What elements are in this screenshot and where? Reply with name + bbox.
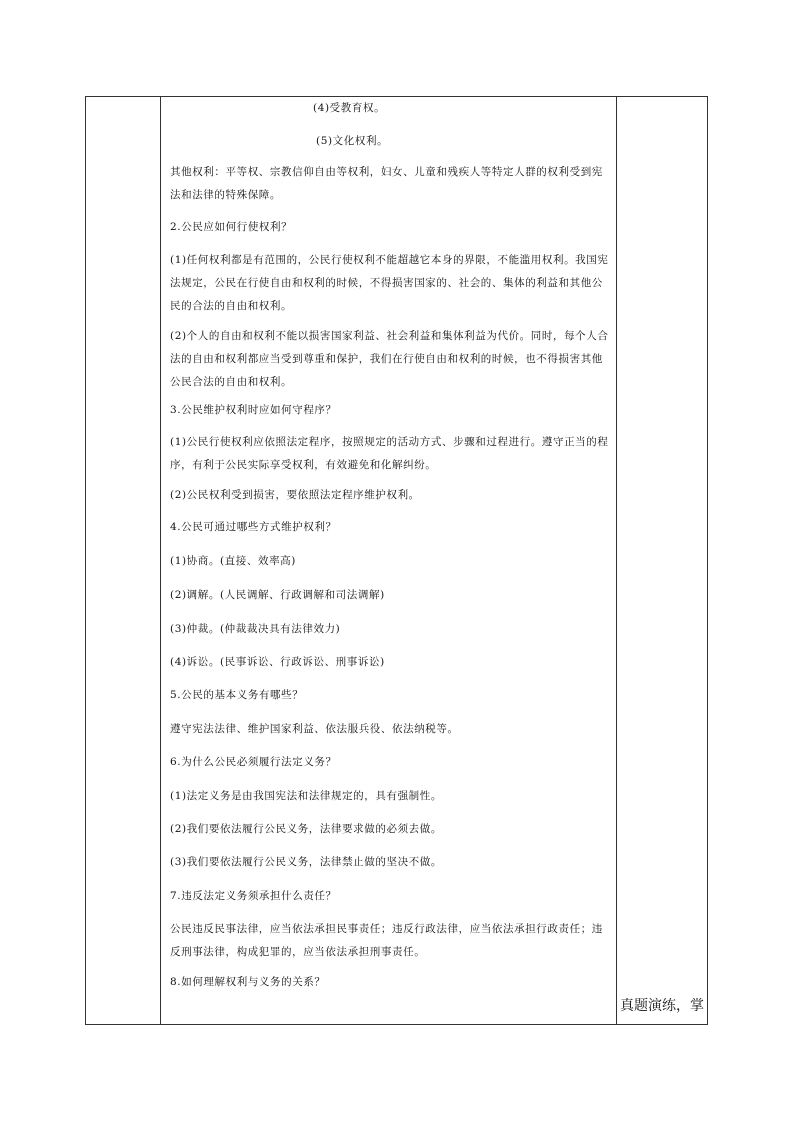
question-heading: 7.违反法定义务须承担什么责任？	[170, 890, 337, 902]
main-column	[161, 97, 617, 1024]
left-column	[86, 97, 161, 1024]
text-line: (3)仲裁。(仲裁裁决具有法律效力)	[170, 623, 341, 635]
text-paragraph: 公民违反民事法律，应当依法承担民事责任；违反行政法律，应当依法承担行政责任；违反刑事法律，构成犯罪的，应当依法承担刑事责任。	[170, 923, 603, 958]
text-line: 遵守宪法法律、维护国家利益、依法服兵役、依法纳税等。	[170, 723, 459, 735]
text-line: (2)公民权利受到损害，要依照法定程序维护权利。	[170, 489, 420, 501]
text-line: (4)诉讼。(民事诉讼、行政诉讼、刑事诉讼)	[170, 656, 385, 668]
text-line: (5)文化权利。	[316, 135, 389, 147]
text-line: (4)受教育权。	[313, 102, 386, 114]
text-line: (2)调解。(人民调解、行政调解和司法调解)	[170, 589, 385, 601]
text-paragraph: 其他权利：平等权、宗教信仰自由等权利，妇女、儿童和残疾人等特定人群的权利受到宪法和法律的特殊保障。	[170, 166, 603, 201]
text-line: (1)协商。(直接、效率高)	[170, 555, 296, 567]
content-table	[85, 96, 708, 1025]
question-heading: 8.如何理解权利与义务的关系？	[170, 976, 326, 988]
text-paragraph: (2)个人的自由和权利不能以损害国家利益、社会利益和集体利益为代价。同时，每个人合法的自由和权利都应当受到尊重和保护，我们在行使自由和权利的时候，也不得损害其他公民合法的自由和权利。	[170, 330, 609, 388]
question-heading: 4.公民可通过哪些方式维护权利？	[170, 521, 337, 533]
question-heading: 5.公民的基本义务有哪些？	[170, 689, 304, 701]
text-paragraph: (1)任何权利都是有范围的，公民行使权利不能超越它本身的界限，不能滥用权利。我国宪法规定，公民在行使自由和权利的时候，不得损害国家的、社会的、集体的利益和其他公民的合法的自由和权利。	[170, 254, 609, 312]
text-line: (2)我们要依法履行公民义务，法律要求做的必须去做。	[170, 823, 442, 835]
right-column	[617, 97, 707, 1024]
question-heading: 6.为什么公民必须履行法定义务？	[170, 756, 337, 768]
question-heading: 3.公民维护权利时应如何守程序？	[170, 404, 337, 416]
right-column-text: 真题演练，掌	[620, 998, 704, 1014]
text-line: (3)我们要依法履行公民义务，法律禁止做的坚决不做。	[170, 856, 442, 868]
text-paragraph: (1)公民行使权利应依照法定程序，按照规定的活动方式、步骤和过程进行。遵守正当的程序，有利于公民实际享受权利，有效避免和化解纠纷。	[170, 436, 609, 471]
text-line: (1)法定义务是由我国宪法和法律规定的，具有强制性。	[170, 790, 442, 802]
question-heading: 2.公民应如何行使权利？	[170, 221, 293, 233]
